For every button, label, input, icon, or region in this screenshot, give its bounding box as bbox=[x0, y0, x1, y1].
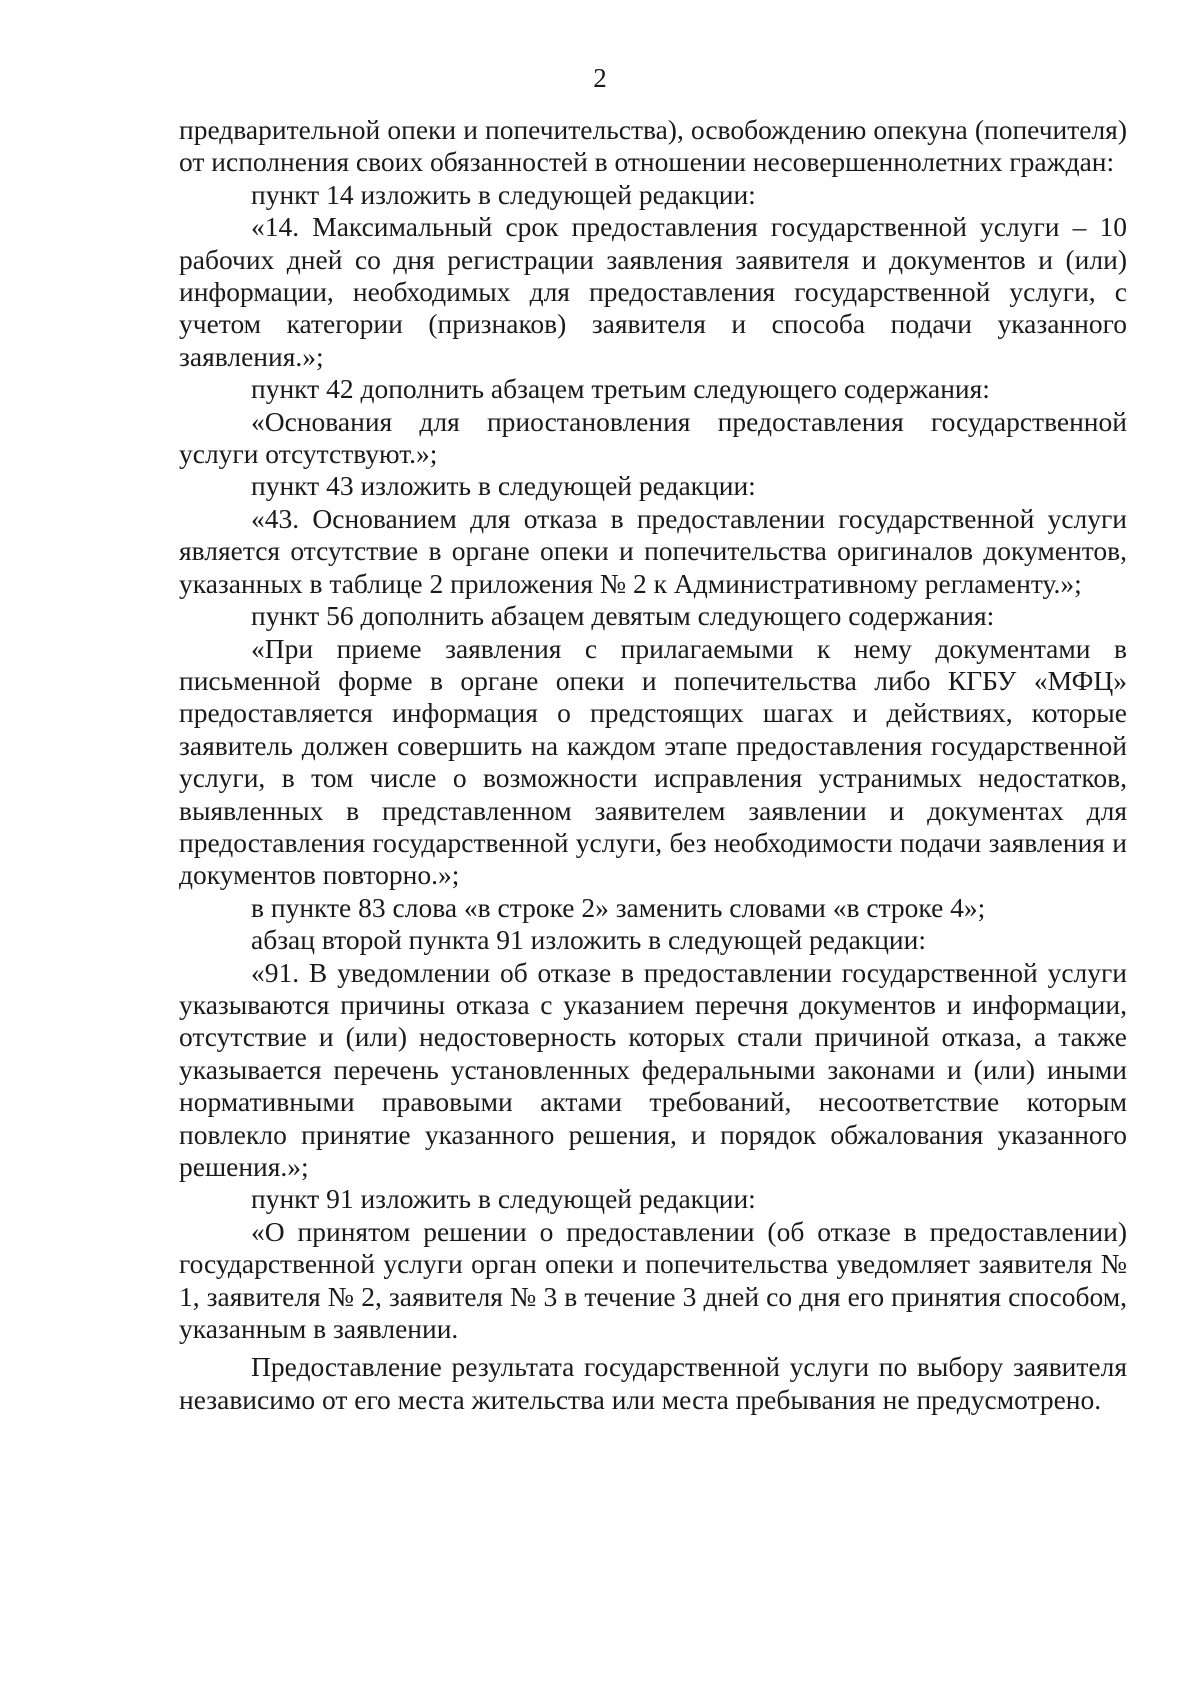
paragraph: «Основания для приостановления предоставления государственной услуги отсутствуют.»; bbox=[179, 405, 1127, 470]
paragraph: абзац второй пункта 91 изложить в следующей редакции: bbox=[251, 924, 926, 956]
paragraph: «О принятом решении о предоставлении (об отказе в предоставлении) государственной услуги орган опеки и попечительства уведомляет заявителя № 1, заявителя № 2, заявителя № 3 в течение 3 дней со дня его принятия способом, указанным в заявлении. bbox=[179, 1215, 1127, 1345]
paragraph: «91. В уведомлении об отказе в предоставлении государственной услуги указываются причины отказа с указанием перечня документов и информации, отсутствие и (или) недостоверность которых стали причиной отказа, а также указывается перечень установленных федеральными законами и (или) иными нормативными правовыми актами требований, несоответствие которым повлекло принятие указанного решения, и порядок обжалования указанного решения.»; bbox=[179, 956, 1127, 1182]
paragraph: пункт 56 дополнить абзацем девятым следующего содержания: bbox=[251, 600, 995, 632]
page-number: 2 bbox=[593, 63, 607, 93]
document-body bbox=[179, 114, 1127, 1416]
paragraph: пункт 42 дополнить абзацем третьим следующего содержания: bbox=[251, 373, 990, 405]
paragraph: пункт 14 изложить в следующей редакции: bbox=[251, 178, 756, 210]
paragraph: пункт 43 изложить в следующей редакции: bbox=[251, 470, 756, 502]
paragraph: Предоставление результата государственной услуги по выбору заявителя независимо от его места жительства или места пребывания не предусмотрено. bbox=[179, 1351, 1127, 1415]
paragraph: «43. Основанием для отказа в предоставлении государственной услуги является отсутствие в органе опеки и попечительства оригиналов документов, указанных в таблице 2 приложения № 2 к Административному регламенту.»; bbox=[179, 502, 1127, 599]
paragraph: предварительной опеки и попечительства), освобождению опекуна (попечителя) от исполнения своих обязанностей в отношении несовершеннолетних граждан: bbox=[179, 114, 1127, 178]
paragraph: «При приеме заявления с прилагаемыми к нему документами в письменной форме в органе опеки и попечительства либо КГБУ «МФЦ» предоставляется информация о предстоящих шагах и действиях, которые заявитель должен совершить на каждом этапе предоставления государственной услуги, в том числе о возможности исправления устранимых недостатков, выявленных в представленном заявителем заявлении и документах для предоставления государственной услуги, без необходимости подачи заявления и документов повторно.»; bbox=[179, 632, 1127, 891]
paragraph: пункт 91 изложить в следующей редакции: bbox=[251, 1183, 756, 1215]
paragraph: «14. Максимальный срок предоставления государственной услуги – 10 рабочих дней со дня регистрации заявления заявителя и документов и (или) информации, необходимых для предоставления государственной услуги, с учетом категории (признаков) заявителя и способа подачи указанного заявления.»; bbox=[179, 211, 1127, 372]
paragraph: в пункте 83 слова «в строке 2» заменить словами «в строке 4»; bbox=[251, 891, 986, 923]
